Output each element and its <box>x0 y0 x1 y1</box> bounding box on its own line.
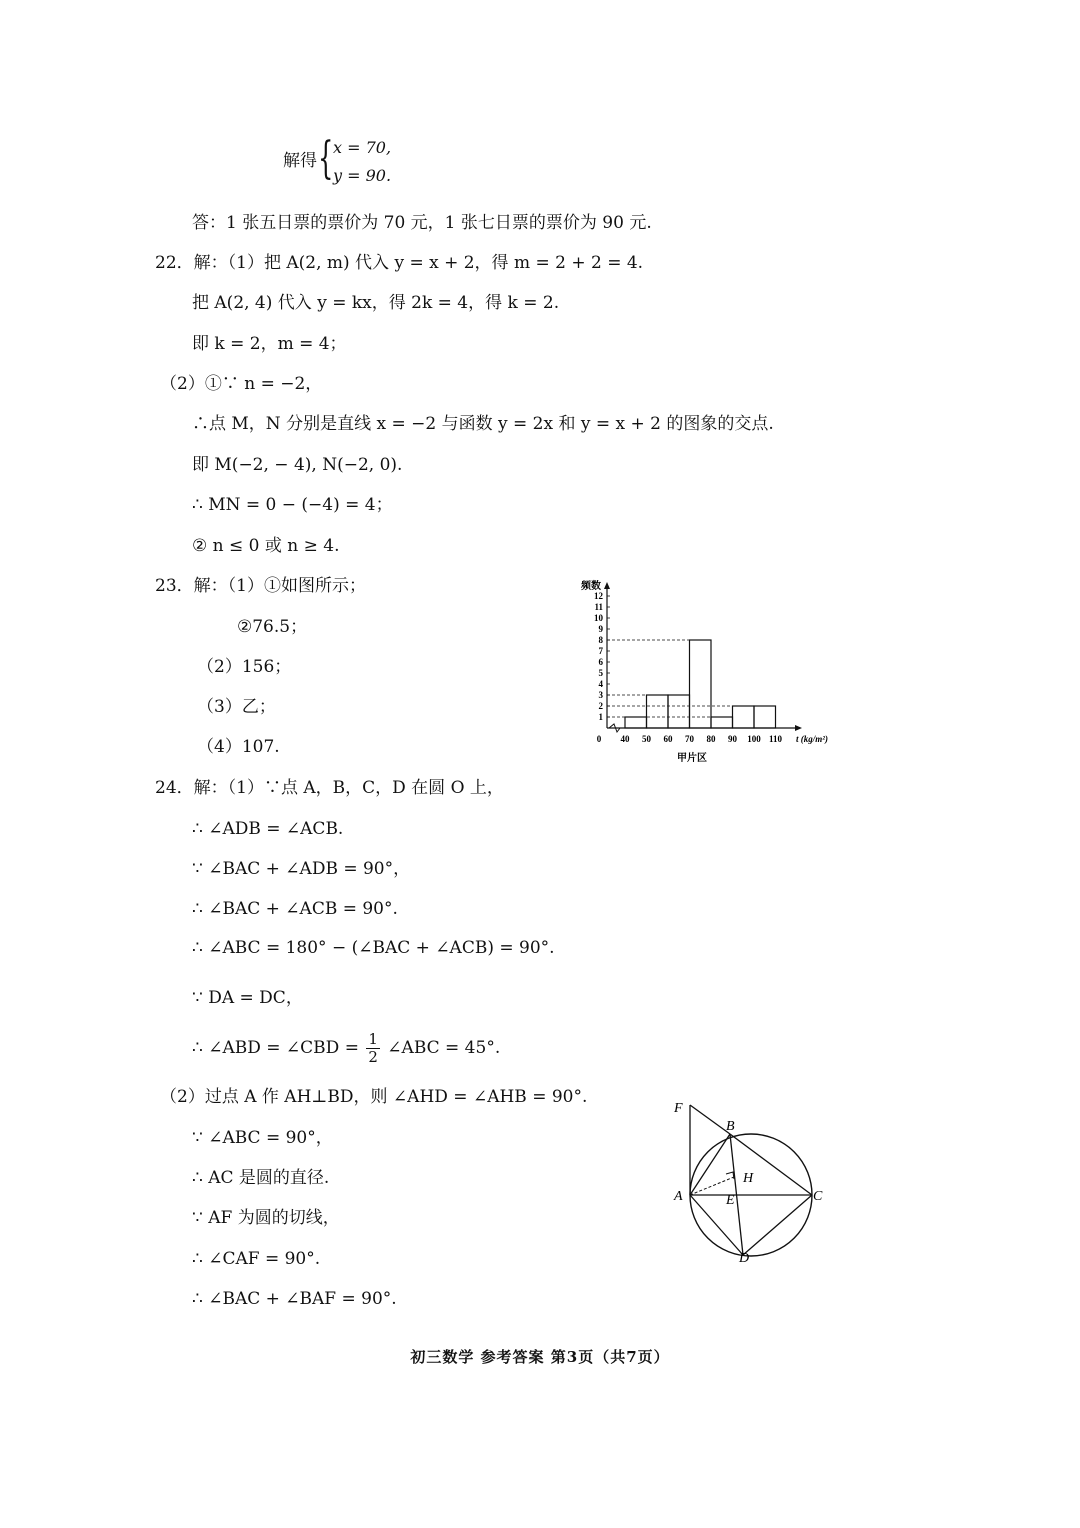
q24-line-11: ∵ AF 为圆的切线， <box>192 1208 340 1228</box>
x-tick-label: 80 <box>706 734 716 744</box>
histogram-bar <box>754 706 776 728</box>
q22-line-5: ∴点 M，N 分别是直线 x = −2 与函数 y = 2x 和 y = x + 2 的图象的交点. <box>192 414 774 434</box>
q24-line-6: ∵ DA = DC， <box>192 988 303 1008</box>
q24-line-9: ∵ ∠ABC = 90°， <box>192 1128 333 1148</box>
fraction-numerator: 1 <box>368 1030 378 1048</box>
x-tick-label: 50 <box>642 734 651 744</box>
q22-line-4: （2）①∵ n = −2， <box>160 374 323 394</box>
circle-geometry-figure <box>660 1090 840 1270</box>
segment-cd <box>743 1195 812 1255</box>
q22-line-6: 即 M(−2, − 4), N(−2, 0). <box>192 455 403 475</box>
y-axis-label: 频数 <box>581 581 601 592</box>
histogram-bar <box>711 717 733 728</box>
histogram-bar <box>647 695 669 728</box>
y-tick-label: 11 <box>594 602 603 612</box>
y-tick-label: 8 <box>598 635 603 645</box>
y-tick-label: 7 <box>598 646 603 656</box>
x-tick-label: 110 <box>768 734 783 744</box>
q22-line-7: ∴ MN = 0 − (−4) = 4； <box>192 495 393 515</box>
label-a: A <box>674 1189 683 1204</box>
q24-line-7-start: ∴ ∠ABD = ∠CBD = <box>192 1038 359 1058</box>
solve-eq-y: y = 90. <box>333 166 392 185</box>
q24-line-10: ∴ AC 是圆的直径. <box>192 1168 330 1188</box>
y-tick-label: 12 <box>594 591 603 601</box>
q22-line-8: ② n ≤ 0 或 n ≥ 4. <box>192 536 340 556</box>
q24-line-7 <box>192 1028 500 1068</box>
label-f: F <box>674 1101 683 1116</box>
q24-line-1: 24．解：（1）∵点 A，B，C，D 在圆 O 上， <box>155 778 504 798</box>
x-tick-label: 100 <box>747 734 761 744</box>
x-tick-label: 40 <box>620 734 630 744</box>
solve-eq-x: x = 70, <box>333 138 392 157</box>
label-b: B <box>726 1119 735 1134</box>
q23-line-1: 23．解：（1）①如图所示； <box>155 576 366 596</box>
histogram-bar <box>668 695 690 728</box>
y-axis-arrow <box>604 582 610 589</box>
x-tick-label: 0 <box>596 734 602 744</box>
x-axis-label: t (kg/m²) <box>796 734 828 744</box>
answer-21: 答：1 张五日票的票价为 70 元，1 张七日票的票价为 90 元. <box>192 213 652 233</box>
solve-label: 解得 <box>283 151 317 171</box>
y-tick-label: 1 <box>598 712 603 722</box>
q23-line-5: （4）107. <box>197 737 280 757</box>
fraction-one-half <box>366 1031 380 1066</box>
q24-line-5: ∴ ∠ABC = 180° − (∠BAC + ∠ACB) = 90°. <box>192 938 555 958</box>
y-tick-label: 2 <box>598 701 603 711</box>
q23-line-2: ②76.5； <box>237 617 308 637</box>
histogram-bar <box>690 640 712 728</box>
y-tick-label: 6 <box>598 657 603 667</box>
q22-line-3: 即 k = 2，m = 4； <box>192 334 347 354</box>
histogram-bar <box>733 706 755 728</box>
label-d: D <box>739 1251 750 1266</box>
segment-fb <box>690 1105 730 1134</box>
y-tick-label: 4 <box>598 679 603 689</box>
x-tick-label: 70 <box>685 734 694 744</box>
fraction-denominator: 2 <box>368 1048 378 1066</box>
x-tick-label: 60 <box>663 734 673 744</box>
y-tick-label: 5 <box>598 668 603 678</box>
label-h: H <box>743 1171 754 1186</box>
q24-line-3: ∵ ∠BAC + ∠ADB = 90°， <box>192 859 411 879</box>
q24-line-2: ∴ ∠ADB = ∠ACB. <box>192 819 344 839</box>
histogram-chart <box>570 578 840 768</box>
chart-title: 甲片区 <box>677 753 707 764</box>
y-tick-label: 10 <box>594 613 603 623</box>
label-c: C <box>813 1189 823 1204</box>
label-e: E <box>726 1193 735 1208</box>
segment-ab <box>690 1134 730 1195</box>
q24-line-13: ∴ ∠BAC + ∠BAF = 90°. <box>192 1289 397 1309</box>
page-footer: 初三数学 参考答案 第3页（共7页） <box>410 1348 670 1366</box>
y-tick-label: 3 <box>598 690 603 700</box>
q23-line-4: （3）乙； <box>197 697 276 717</box>
q24-line-8: （2）过点 A 作 AH⊥BD，则 ∠AHD = ∠AHB = 90°. <box>160 1087 588 1107</box>
x-axis-arrow <box>795 725 802 731</box>
q23-line-3: （2）156； <box>197 657 292 677</box>
brace-symbol: { <box>318 133 334 184</box>
y-tick-label: 9 <box>598 624 603 634</box>
q24-line-7-end: ∠ABC = 45°. <box>387 1038 501 1058</box>
q24-line-4: ∴ ∠BAC + ∠ACB = 90°. <box>192 899 398 919</box>
x-tick-label: 90 <box>728 734 737 744</box>
q22-line-2: 把 A(2, 4) 代入 y = kx，得 2k = 4，得 k = 2. <box>192 293 560 313</box>
histogram-bar <box>625 717 647 728</box>
q24-line-12: ∴ ∠CAF = 90°. <box>192 1249 321 1269</box>
q22-line-1: 22．解：（1）把 A(2, m) 代入 y = x + 2，得 m = 2 + 2 = 4. <box>155 253 644 273</box>
